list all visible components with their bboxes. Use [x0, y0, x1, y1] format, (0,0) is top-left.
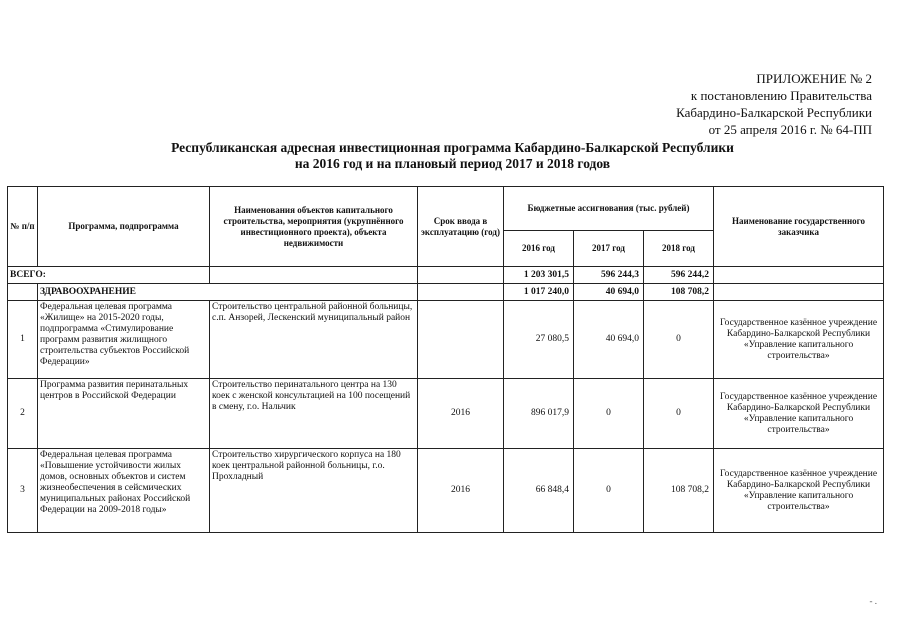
table-row — [8, 379, 884, 449]
document-title — [0, 140, 905, 172]
header-2016: 2016 год — [504, 231, 574, 267]
row-term: 2016 — [418, 379, 504, 449]
empty-cell — [714, 267, 884, 284]
table-row — [8, 449, 884, 533]
row-num: 1 — [8, 301, 38, 379]
table-row — [8, 301, 884, 379]
empty-cell — [418, 267, 504, 284]
row-2017: 0 — [574, 379, 644, 449]
total-label: ВСЕГО: — [8, 267, 210, 284]
row-customer: Государственное казённое учреждение Кабардино-Балкарской Республики «Управление капитального строительства» — [714, 379, 884, 449]
row-2018: 108 708,2 — [644, 449, 714, 533]
section-2018: 108 708,2 — [644, 284, 714, 301]
row-2017: 0 — [574, 449, 644, 533]
title-line-1: Республиканская адресная инвестиционная программа Кабардино-Балкарской Республики — [171, 140, 734, 155]
header-2018: 2018 год — [644, 231, 714, 267]
row-object: Строительство хирургического корпуса на 180 коек центральной районной больницы, г.о. Прохладный — [210, 449, 418, 533]
row-2018: 0 — [644, 379, 714, 449]
row-program: Федеральная целевая программа «Повышение устойчивости жилых домов, основных объектов и систем жизнеобеспечения в сейсмических муниципальных районах Российской Федерации на 2009-2018 годы» — [38, 449, 210, 533]
header-2017: 2017 год — [574, 231, 644, 267]
total-2018: 596 244,2 — [644, 267, 714, 284]
empty-cell — [210, 267, 418, 284]
section-label: ЗДРАВООХРАНЕНИЕ — [38, 284, 418, 301]
header-customer: Наименование государственного заказчика — [714, 187, 884, 267]
header-objects: Наименования объектов капитального строительства, мероприятия (укрупнённого инвестиционного проекта), объекта недвижимости — [210, 187, 418, 267]
empty-cell — [418, 284, 504, 301]
appendix-line-4: от 25 апреля 2016 г. № 64-ПП — [708, 122, 872, 137]
row-program: Программа развития перинатальных центров в Российской Федерации — [38, 379, 210, 449]
header-program: Программа, подпрограмма — [38, 187, 210, 267]
row-customer: Государственное казённое учреждение Кабардино-Балкарской Республики «Управление капитального строительства» — [714, 301, 884, 379]
appendix-block — [676, 70, 872, 138]
row-term: 2016 — [418, 449, 504, 533]
header-budget: Бюджетные ассигнования (тыс. рублей) — [504, 187, 714, 231]
row-object: Строительство центральной районной больницы, с.п. Анзорей, Лескенский муниципальный район — [210, 301, 418, 379]
row-customer: Государственное казённое учреждение Кабардино-Балкарской Республики «Управление капитального строительства» — [714, 449, 884, 533]
row-program: Федеральная целевая программа «Жилище» на 2015-2020 годы, подпрограмма «Стимулирование программ развития жилищного строительства субъектов Российской Федерации» — [38, 301, 210, 379]
row-num: 2 — [8, 379, 38, 449]
header-row — [8, 187, 884, 231]
section-2017: 40 694,0 — [574, 284, 644, 301]
row-object: Строительство перинатального центра на 130 коек с женской консультацией на 100 посещений в смену, г.о. Нальчик — [210, 379, 418, 449]
section-2016: 1 017 240,0 — [504, 284, 574, 301]
total-2017: 596 244,3 — [574, 267, 644, 284]
investment-program-table — [7, 186, 884, 533]
title-line-2: на 2016 год и на плановый период 2017 и 2018 годов — [294, 156, 611, 171]
row-2018: 0 — [644, 301, 714, 379]
appendix-line-3: Кабардино-Балкарской Республики — [676, 105, 872, 120]
section-row — [8, 284, 884, 301]
total-row — [8, 267, 884, 284]
row-num: 3 — [8, 449, 38, 533]
header-term: Срок ввода в эксплуатацию (год) — [418, 187, 504, 267]
empty-cell — [8, 284, 38, 301]
row-2016: 27 080,5 — [504, 301, 574, 379]
appendix-line-2: к постановлению Правительства — [690, 88, 872, 103]
appendix-line-1: ПРИЛОЖЕНИЕ № 2 — [756, 71, 872, 86]
page-marks: - . — [869, 596, 877, 606]
total-2016: 1 203 301,5 — [504, 267, 574, 284]
row-2016: 896 017,9 — [504, 379, 574, 449]
header-num: № п/п — [8, 187, 38, 267]
row-2017: 40 694,0 — [574, 301, 644, 379]
row-term — [418, 301, 504, 379]
row-2016: 66 848,4 — [504, 449, 574, 533]
empty-cell — [714, 284, 884, 301]
